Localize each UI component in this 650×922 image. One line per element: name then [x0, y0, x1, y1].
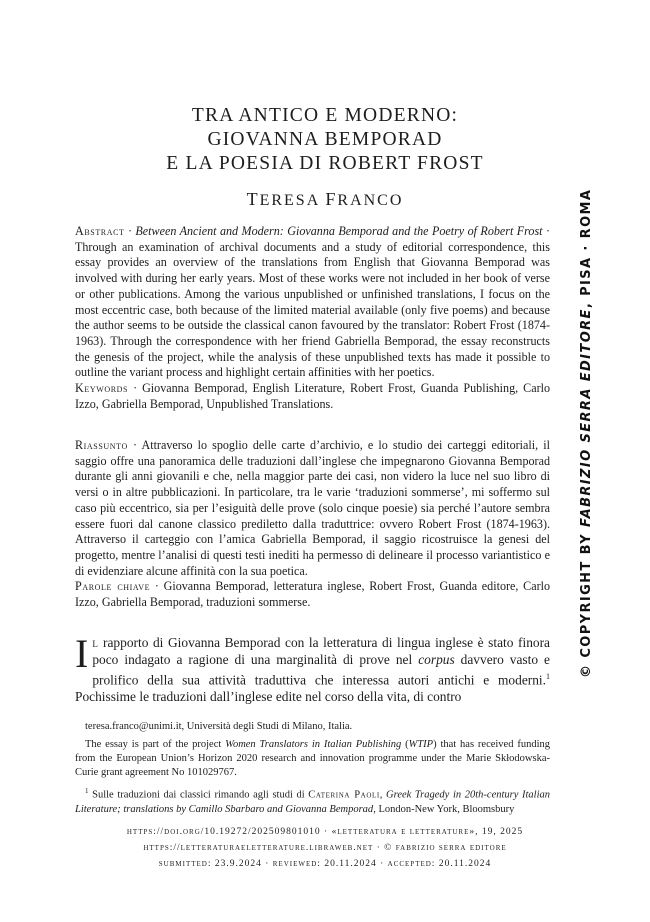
abstract-paragraph: Abstract · Between Ancient and Modern: Giovanna Bemporad and the Poetry of Robert Frost · Through an examination of archival documents and a study of editorial correspondence, this essay provides an overview of the translations from English that Giovanna Bemporad was involved with during her early years. Most of these works were not included in her book of verse or other publications. Among the various unpublished or unfinished translations, I focus on the most eccentric case, both because of the limited material available (only five poems) and because the author seems to be outside the classical canon favoured by the translator: Robert Frost (1874-1963). Through the correspondence with her friend Gabriella Bemporad, the essay reconstructs the genesis of the project, while the analysis of these unpublished texts has made it possible to outline the variant process and highlight certain affinities with her poetics.: [75, 224, 550, 380]
title-line-3: E LA POESIA DI ROBERT FROST: [166, 153, 484, 174]
keywords-label: Keywords: [75, 381, 129, 396]
title-line-1: TRA ANTICO E MODERNO:: [191, 105, 459, 126]
footer-dates-line: submitted: 23.9.2024 · reviewed: 20.11.2024 · accepted: 20.11.2024: [158, 859, 492, 869]
article-header: [60, 104, 590, 210]
parole-chiave-paragraph: Parole chiave · Giovanna Bemporad, letteratura inglese, Robert Frost, Guanda editore, Carlo Izzo, Gabriella Bemporad, traduzioni sommerse.: [75, 579, 550, 610]
footnotes: [75, 720, 550, 821]
keywords-text: Giovanna Bemporad, English Literature, Robert Frost, Guanda Publishing, Carlo Izzo, Gabriella Bemporad, Unpublished Translations.: [75, 381, 550, 411]
affiliation-note: teresa.franco@unimi.it, Università degli Studi di Milano, Italia.: [85, 721, 353, 732]
abstract-title: Between Ancient and Modern: Giovanna Bemporad and the Poetry of Robert Frost: [135, 224, 543, 238]
copyright-sidebar: © COPYRIGHT BY FABRIZIO SERRA EDITORE, PISA · ROMA: [579, 188, 594, 678]
riassunto-section: [75, 438, 550, 611]
project-note: The essay is part of the project Women Translators in Italian Publishing (WTIP) that has received funding from the European Union’s Horizon 2020 research and innovation programme under the Marie Skłodowska-Curie grant agreement No 101029767.: [75, 739, 550, 778]
author-name: TERESA FRANCO: [246, 189, 404, 209]
footnote-ref[interactable]: 1: [546, 672, 550, 681]
parole-chiave-label: Parole chiave: [75, 579, 151, 594]
riassunto-label: Riassunto: [75, 438, 128, 452]
abstract-section: [75, 224, 550, 412]
abstract-label: Abstract: [75, 224, 125, 238]
footnote-1: $^1$ Sulle traduzioni dai classici rimando agli studi di Caterina Paoli, Greek Tragedy in 20th-century Italian Literature; translations by Camillo Sbarbaro and Giovanna Bemporad, London-New York, Bloomsbury: [75, 787, 551, 815]
parole-chiave-text: Giovanna Bemporad, letteratura inglese, Robert Frost, Guanda editore, Carlo Izzo, Gabriella Bemporad, traduzioni sommerse.: [75, 579, 550, 610]
title-line-2: GIOVANNA BEMPORAD: [207, 129, 443, 150]
page-footer: [60, 824, 590, 872]
footer-doi-line[interactable]: https://doi.org/10.19272/202509801010 · «letteratura e letterature», 19, 2025: [126, 827, 524, 837]
keywords-paragraph: Keywords · Giovanna Bemporad, English Literature, Robert Frost, Guanda Publishing, Carlo Izzo, Gabriella Bemporad, Unpublished Translations.: [75, 381, 550, 411]
abstract-text: Through an examination of archival documents and a study of editorial correspondence, this essay provides an overview of the translations from English that Giovanna Bemporad was involved with during her early years. Most of these works were not included in her book of verse or other publications. Among the various unpublished or unfinished translations, I focus on the most eccentric case, both because of the limited material available (only five poems) and because the author seems to be outside the classical canon favoured by the translator: Robert Frost (1874-1963). Through the correspondence with her friend Gabriella Bemporad, the essay reconstructs the genesis of the project, while the analysis of these unpublished texts has made it possible to outline the variant process and highlight certain affinities with her poetics.: [75, 239, 550, 380]
riassunto-paragraph: Riassunto · Attraverso lo spoglio delle carte d’archivio, e lo studio dei carteggi editoriali, il saggio offre una panoramica delle traduzioni dall’inglese che impegnarono Giovanna Bemporad durante gli anni giovanili e che, nella maggior parte dei casi, non videro la luce nel suo libro di versi o in altre pubblicazioni. In particolare, tra le varie ‘traduzioni sommerse’, mi soffermo sul caso più eccentrico, sia per l’esiguità delle prove (solo cinque poesie) sia perché l’autore sembra essere fuori dal canone classico prediletto dalla traduttrice: ovvero Robert Frost (1874-1963). Attraverso il carteggio con l’amica Gabriella Bemporad, il saggio ricostruisce la genesi del progetto, mentre l’analisi di questi testi inediti ha permesso di delineare il processo variantistico e di evidenziare alcune affinità con la sua poetica.: [75, 438, 550, 578]
riassunto-text: Attraverso lo spoglio delle carte d’archivio, e lo studio dei carteggi editoriali, il saggio offre una panoramica delle traduzioni dall’inglese che impegnarono Giovanna Bemporad durante gli anni giovanili e che, nella maggior parte dei casi, non videro la luce nel suo libro di versi o in altre pubblicazioni. In particolare, tra le varie ‘traduzioni sommerse’, mi soffermo sul caso più eccentrico, sia per l’esiguità delle prove (solo cinque poesie) sia perché l’autore sembra essere fuori dal canone classico prediletto dalla traduttrice: ovvero Robert Frost (1874-1963). Attraverso il carteggio con l’amica Gabriella Bemporad, il saggio ricostruisce la genesi del progetto, mentre l’analisi di questi testi inediti ha permesso di delineare il processo variantistico e di evidenziare alcune affinità con la sua poetica.: [75, 438, 550, 578]
body-paragraph: Il rapporto di Giovanna Bemporad con la letteratura di lingua inglese è stato finora poco indagato a ragione di una marginalità di prove nel corpus davvero vasto e prolifico della sua attività traduttiva che interessa autori antichi e moderni.$^1$ Pochissime le traduzioni dall’inglese edite nel corso della vita, di contro: [75, 631, 550, 705]
footer-website-line[interactable]: https://letteraturaeletterature.libraweb.net · © fabrizio serra editore: [143, 843, 507, 853]
drop-cap: I: [75, 631, 89, 676]
